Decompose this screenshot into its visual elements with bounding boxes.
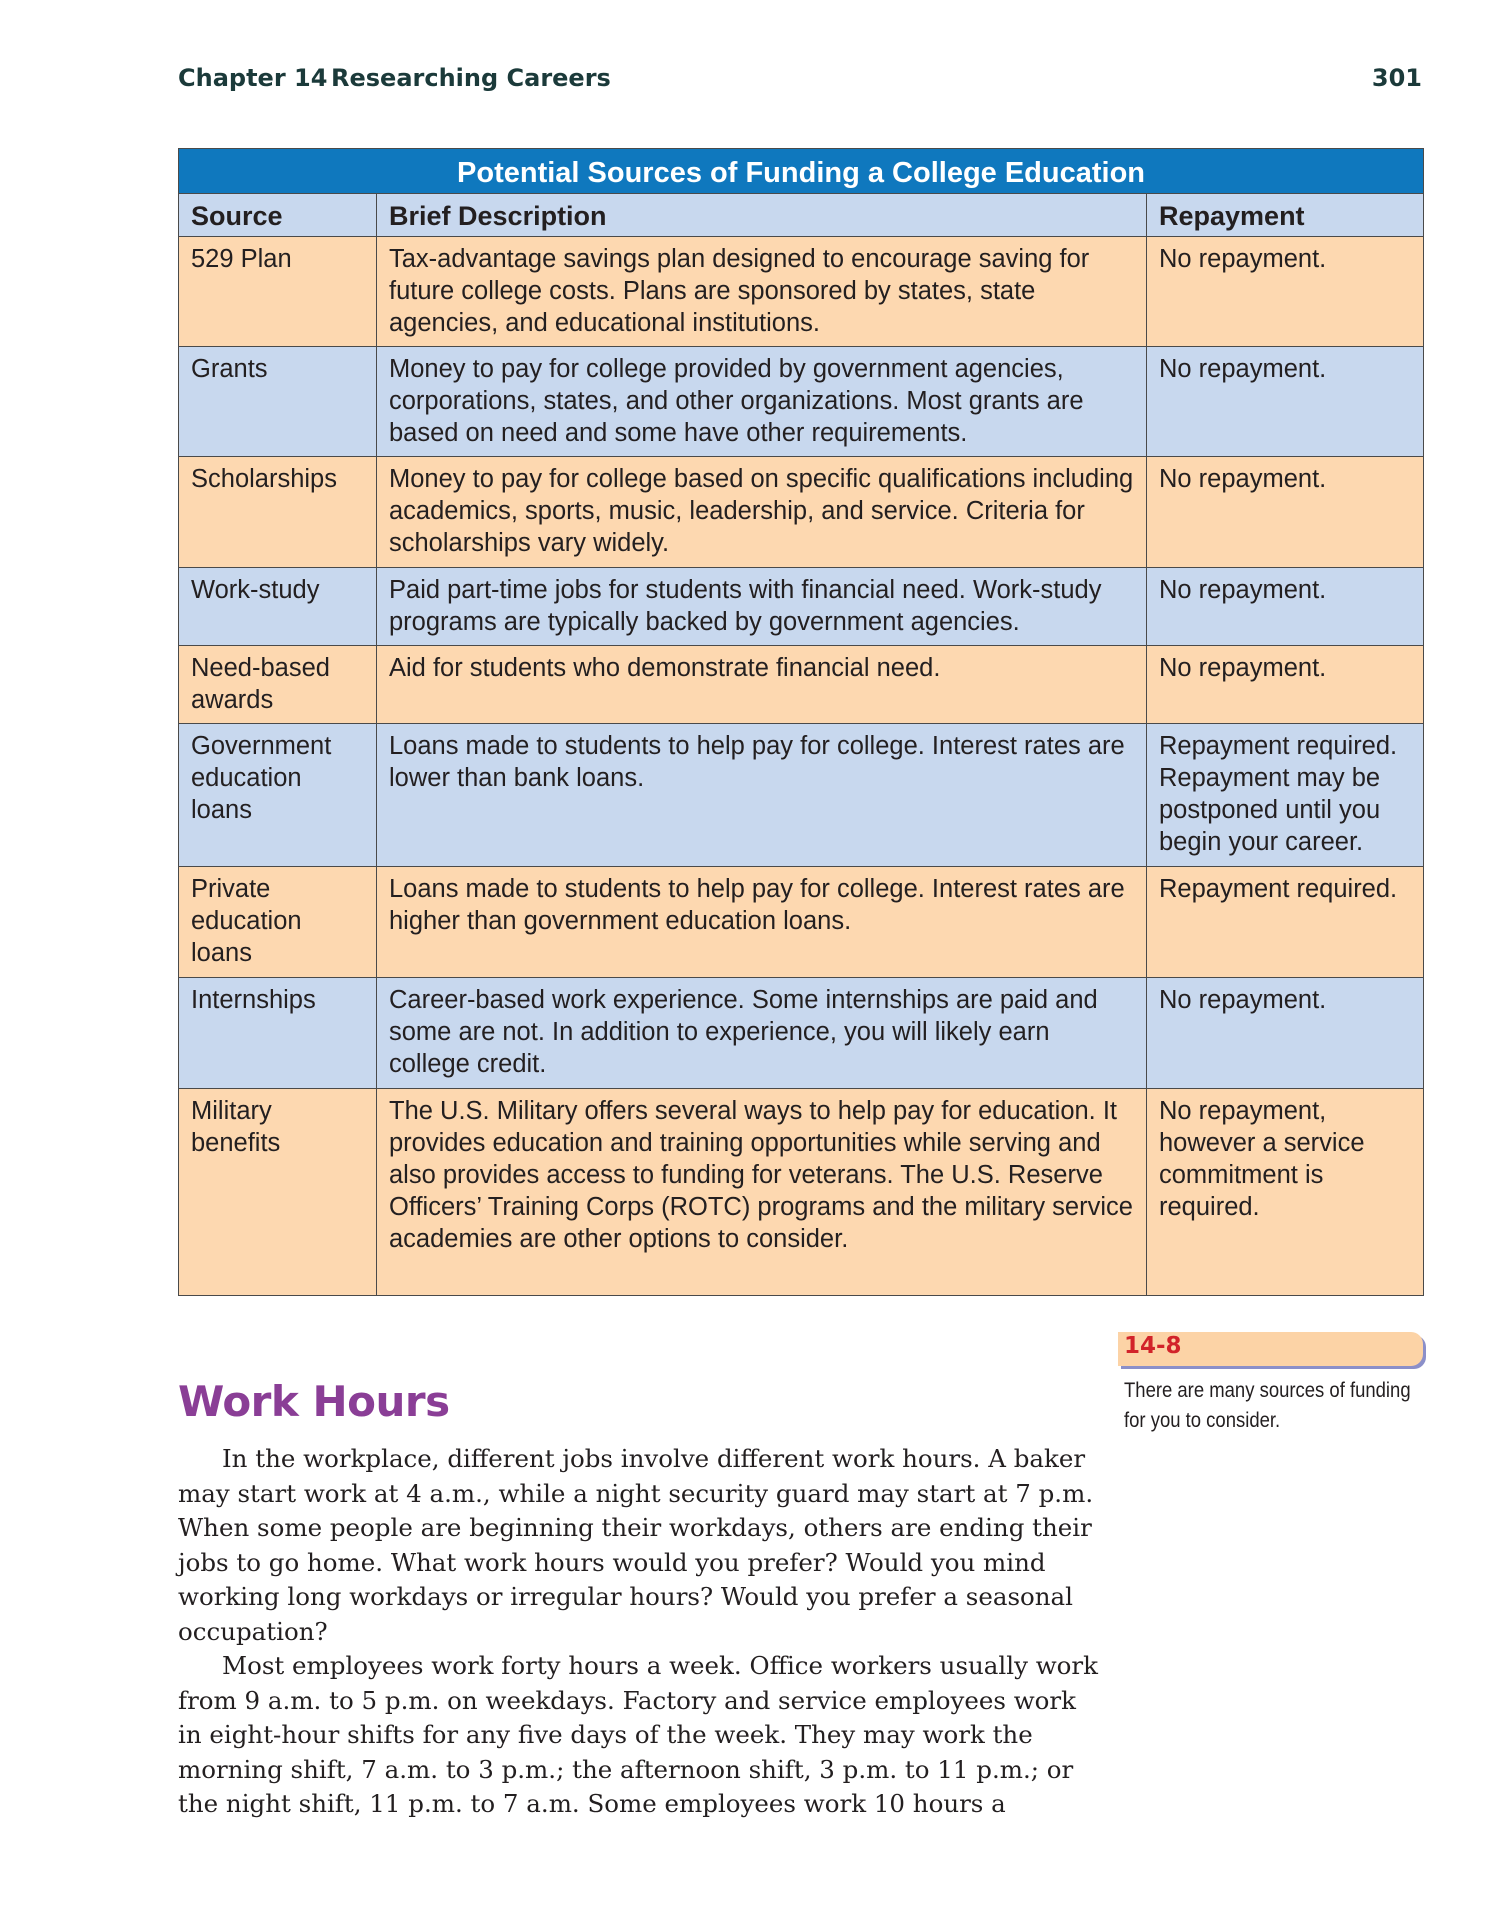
chapter-label: Chapter 14 xyxy=(178,64,328,92)
source-cell: 529 Plan xyxy=(179,237,377,347)
body-text xyxy=(178,1442,1098,1822)
figure-number-tab xyxy=(1118,1332,1423,1366)
table-row xyxy=(179,347,1424,457)
running-header xyxy=(178,64,1422,98)
source-cell: Scholarships xyxy=(179,457,377,568)
funding-sources-table xyxy=(178,148,1424,1296)
description-cell: Loans made to students to help pay for college. Interest rates are lower than bank loans. xyxy=(377,724,1147,867)
source-cell: Work-study xyxy=(179,568,377,646)
description-cell: Money to pay for college provided by government agencies, corporations, states, and other organizations. Most grants are based on need and some have other requirements. xyxy=(377,347,1147,457)
table-row xyxy=(179,978,1424,1089)
repayment-cell: No repayment. xyxy=(1147,646,1424,724)
table-row xyxy=(179,724,1424,867)
table-caption-row xyxy=(179,149,1424,194)
table-caption: Potential Sources of Funding a College Education xyxy=(179,149,1424,194)
repayment-cell: No repayment. xyxy=(1147,568,1424,646)
repayment-cell: No repayment. xyxy=(1147,237,1424,347)
column-header-source: Source xyxy=(179,194,377,237)
source-cell: Internships xyxy=(179,978,377,1089)
table-row xyxy=(179,457,1424,568)
repayment-cell: No repayment. xyxy=(1147,457,1424,568)
source-cell: Military benefits xyxy=(179,1089,377,1296)
description-cell: Money to pay for college based on specific qualifications including academics, sports, music, leadership, and service. Criteria for scholarships vary widely. xyxy=(377,457,1147,568)
source-cell: Grants xyxy=(179,347,377,457)
repayment-cell: No repayment. xyxy=(1147,347,1424,457)
description-cell: Aid for students who demonstrate financial need. xyxy=(377,646,1147,724)
page-number: 301 xyxy=(1371,64,1422,92)
chapter-title: Researching Careers xyxy=(331,64,611,92)
table-row xyxy=(179,867,1424,978)
source-cell: Need-based awards xyxy=(179,646,377,724)
table-row xyxy=(179,1089,1424,1296)
repayment-cell: Repayment required. Repayment may be postponed until you begin your career. xyxy=(1147,724,1424,867)
description-cell: Paid part-time jobs for students with financial need. Work-study programs are typically backed by government agencies. xyxy=(377,568,1147,646)
source-cell: Private education loans xyxy=(179,867,377,978)
section-heading: Work Hours xyxy=(178,1377,450,1426)
source-cell: Government education loans xyxy=(179,724,377,867)
description-cell: The U.S. Military offers several ways to help pay for education. It provides education and training opportunities while serving and also provides access to funding for veterans. The U.S. Reserve Officers’ Training Corps (ROTC) programs and the military service academies are other options to consider. xyxy=(377,1089,1147,1296)
table-header-row xyxy=(179,194,1424,237)
repayment-cell: No repayment. xyxy=(1147,978,1424,1089)
repayment-cell: Repayment required. xyxy=(1147,867,1424,978)
paragraph: Most employees work forty hours a week. Office workers usually work from 9 a.m. to 5 p.m. on weekdays. Factory and service employees work in eight-hour shifts for any five days of the week. They may work the morning shift, 7 a.m. to 3 p.m.; the afternoon shift, 3 p.m. to 11 p.m.; or the night shift, 11 p.m. to 7 a.m. Some employees work 10 hours a xyxy=(178,1651,1098,1818)
description-cell: Tax-advantage savings plan designed to encourage saving for future college costs. Plans are sponsored by states, state agencies, and educational institutions. xyxy=(377,237,1147,347)
repayment-cell: No repayment, however a service commitment is required. xyxy=(1147,1089,1424,1296)
figure-number: 14-8 xyxy=(1124,1333,1182,1359)
table-row xyxy=(179,237,1424,347)
paragraph: In the workplace, different jobs involve different work hours. A baker may start work at 4 a.m., while a night security guard may start at 7 p.m. When some people are beginning their workdays, others are ending their jobs to go home. What work hours would you prefer? Would you mind working long workdays or irregular hours? Would you prefer a seasonal occupation? xyxy=(178,1444,1094,1646)
table-row xyxy=(179,646,1424,724)
description-cell: Career-based work experience. Some internships are paid and some are not. In addition to experience, you will likely earn college credit. xyxy=(377,978,1147,1089)
figure-caption: There are many sources of funding for you to consider. xyxy=(1124,1379,1411,1432)
table-row xyxy=(179,568,1424,646)
description-cell: Loans made to students to help pay for college. Interest rates are higher than government education loans. xyxy=(377,867,1147,978)
column-header-repayment: Repayment xyxy=(1147,194,1424,237)
column-header-description: Brief Description xyxy=(377,194,1147,237)
